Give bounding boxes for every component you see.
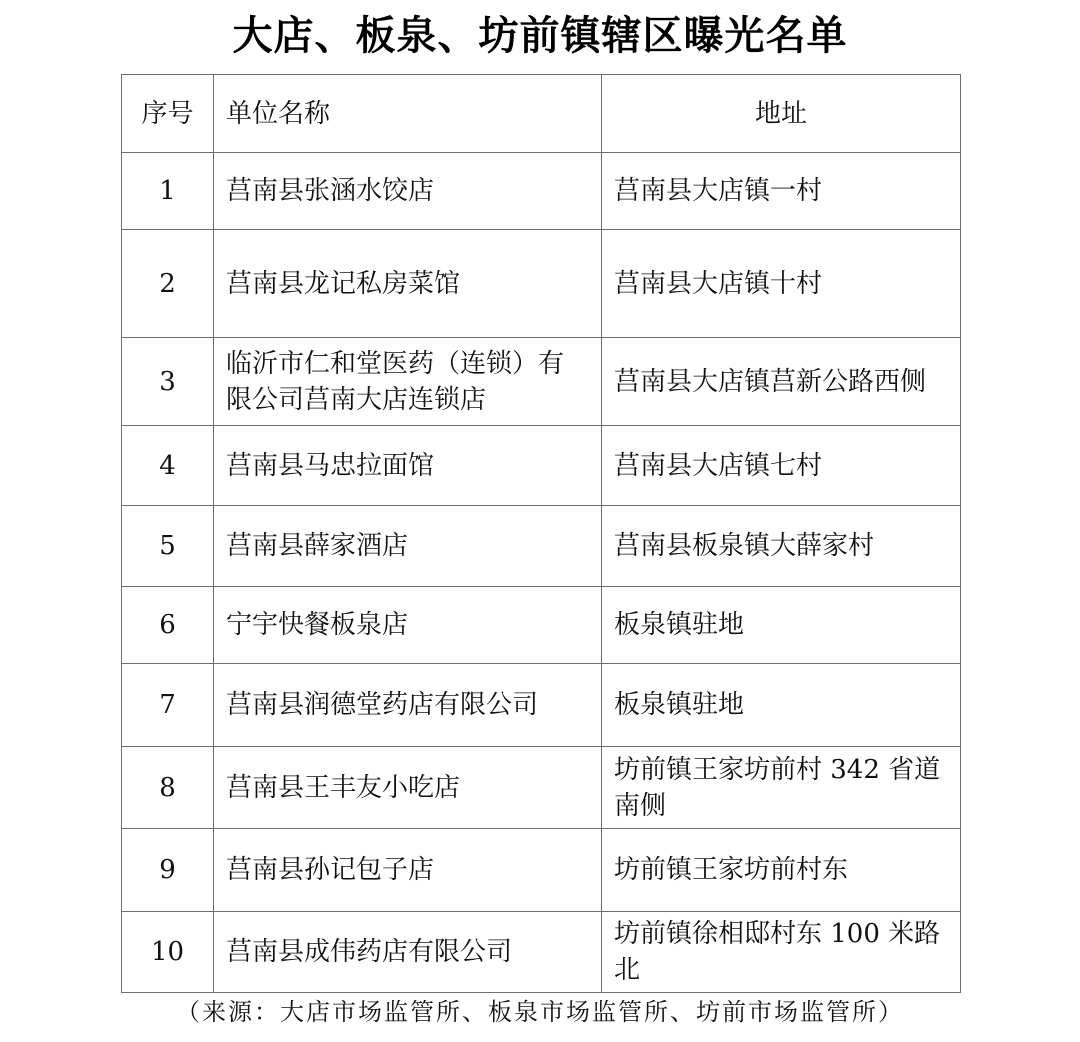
table-row (122, 829, 961, 912)
table-row (122, 153, 961, 230)
header-address: 地址 (602, 75, 961, 153)
table-header-row (122, 75, 961, 153)
cell-address: 莒南县大店镇莒新公路西侧 (602, 338, 961, 426)
table-row (122, 664, 961, 747)
cell-serial-number: 3 (122, 338, 214, 426)
cell-serial-number: 2 (122, 230, 214, 338)
table-row (122, 230, 961, 338)
cell-unit-name: 莒南县薛家酒店 (214, 506, 602, 587)
cell-address: 坊前镇王家坊前村 342 省道南侧 (602, 747, 961, 829)
cell-address: 板泉镇驻地 (602, 664, 961, 747)
cell-unit-name: 莒南县孙记包子店 (214, 829, 602, 912)
cell-unit-name: 莒南县龙记私房菜馆 (214, 230, 602, 338)
cell-serial-number: 1 (122, 153, 214, 230)
cell-address: 莒南县板泉镇大薛家村 (602, 506, 961, 587)
cell-serial-number: 10 (122, 912, 214, 993)
table-row (122, 426, 961, 506)
cell-serial-number: 9 (122, 829, 214, 912)
header-serial-number: 序号 (122, 75, 214, 153)
cell-unit-name: 莒南县张涵水饺店 (214, 153, 602, 230)
exposure-list-table (121, 74, 961, 993)
header-unit-name: 单位名称 (214, 75, 602, 153)
table-row (122, 747, 961, 829)
cell-address: 坊前镇徐相邸村东 100 米路北 (602, 912, 961, 993)
cell-unit-name: 宁宇快餐板泉店 (214, 587, 602, 664)
table-row (122, 338, 961, 426)
cell-unit-name: 莒南县马忠拉面馆 (214, 426, 602, 506)
table-row (122, 506, 961, 587)
table-row (122, 587, 961, 664)
cell-address: 板泉镇驻地 (602, 587, 961, 664)
cell-unit-name: 莒南县成伟药店有限公司 (214, 912, 602, 993)
cell-serial-number: 5 (122, 506, 214, 587)
cell-serial-number: 8 (122, 747, 214, 829)
cell-serial-number: 7 (122, 664, 214, 747)
cell-unit-name: 莒南县王丰友小吃店 (214, 747, 602, 829)
cell-address: 莒南县大店镇七村 (602, 426, 961, 506)
document-title: 大店、板泉、坊前镇辖区曝光名单 (232, 13, 848, 59)
source-note: （来源：大店市场监管所、板泉市场监管所、坊前市场监管所） (176, 998, 904, 1026)
cell-serial-number: 4 (122, 426, 214, 506)
table-row (122, 912, 961, 993)
cell-unit-name: 临沂市仁和堂医药（连锁）有限公司莒南大店连锁店 (214, 338, 602, 426)
cell-address: 莒南县大店镇十村 (602, 230, 961, 338)
cell-serial-number: 6 (122, 587, 214, 664)
cell-unit-name: 莒南县润德堂药店有限公司 (214, 664, 602, 747)
cell-address: 坊前镇王家坊前村东 (602, 829, 961, 912)
cell-address: 莒南县大店镇一村 (602, 153, 961, 230)
